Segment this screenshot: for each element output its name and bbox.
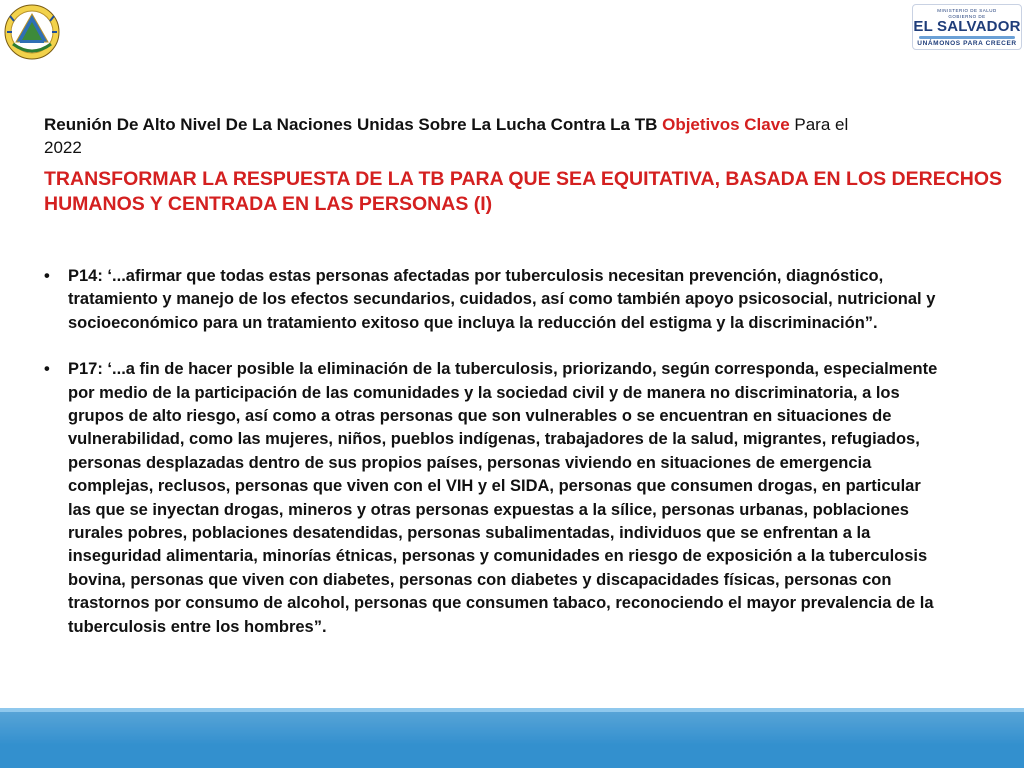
slide-title [44,113,874,159]
footer-band [0,712,1024,768]
ministry-logo-name: EL SALVADOR [913,18,1021,35]
bullet-list [44,265,944,639]
ministry-logo-line2: GOBIERNO DE [948,14,986,19]
slide-subtitle: TRANSFORMAR LA RESPUESTA DE LA TB PARA QUE SEA EQUITATIVA, BASADA EN LOS DERECHOS HUMANOS Y CENTRADA EN LAS PERSONAS (I) [44,168,1003,215]
bullet-marker: • [44,267,50,285]
coat-of-arms-icon [4,4,60,60]
bullet-item [44,358,944,639]
title-bold-part: Reunión De Alto Nivel De La Naciones Unidas Sobre La Lucha Contra La TB [44,115,663,134]
bullet-marker: • [44,360,50,379]
ministry-logo-tagline: UNÁMONOS PARA CRECER [917,40,1017,47]
title-plain-part: Para el 2022 [44,115,849,157]
bullet-text: P17: ‘...a fin de hacer posible la eliminación de la tuberculosis, priorizando, según corresponda, especialmente por medio de la participación de las comunidades y la sociedad civil y de manera no discriminatoria, a los grupos de alto riesgo, así como a otras personas que son vulnerables o se encuentran en situaciones de vulnerabilidad, como las mujeres, niños, pueblos indígenas, trabajadores de la salud, migrantes, refugiados, personas desplazadas dentro de sus propios países, personas viviendo en situaciones de emergencia complejas, reclusos, personas que viven con el VIH y el SIDA, personas que consumen drogas, en particular las que se inyectan drogas, mineros y otras personas expuestas a la sílice, personas urbanas, poblaciones rurales pobres, poblaciones desatendidas, personas subalimentadas, individuos que se enfrentan a la inseguridad alimentaria, minorías étnicas, personas y comunidades en riesgo de exposición a la tuberculosis bovina, personas que viven con diabetes, personas con diabetes y discapacidades físicas, personas con trastornos por consumo de alcohol, personas que consumen tabaco, reconociendo el mayor prevalencia de la tuberculosis entre los hombres”. [68,360,938,636]
bullet-item [44,265,944,335]
ministry-logo-swoosh [919,36,1015,39]
title-red-part: Objetivos Clave [662,115,790,134]
bullet-text: P14: ‘...afirmar que todas estas personas afectadas por tuberculosis necesitan prevención, diagnóstico, tratamiento y manejo de los efectos secundarios, cuidados, así como también apoyo psicosocial, nutricional y socioeconómico para un tratamiento exitoso que incluya la reducción del estigma y la discriminación”. [68,267,936,332]
ministry-logo [912,4,1022,50]
ministry-logo-line1: MINISTERIO DE SALUD [937,8,997,13]
